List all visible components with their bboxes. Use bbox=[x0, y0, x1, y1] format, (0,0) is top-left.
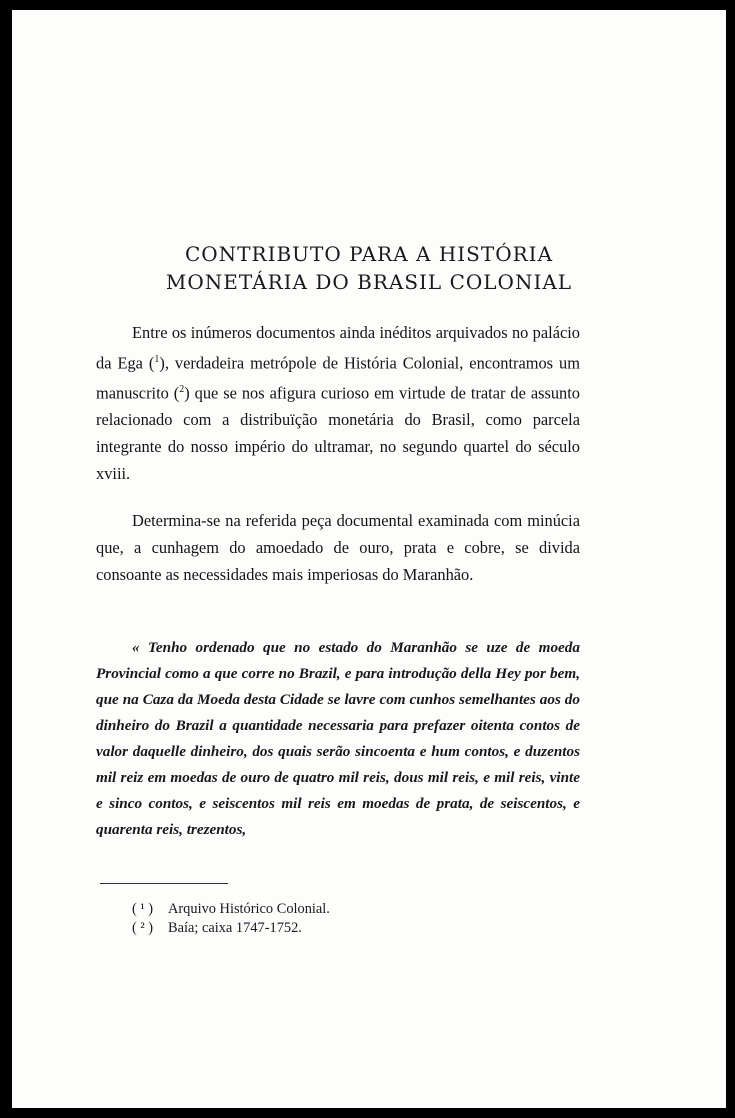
footnote-ref-2: 2 bbox=[179, 384, 185, 396]
title-line-1: CONTRIBUTO PARA A HISTÓRIA bbox=[184, 242, 554, 266]
paragraph-1 bbox=[96, 320, 580, 488]
footnote-2 bbox=[132, 919, 330, 938]
title-line-2: MONETÁRIA DO BRASIL COLONIAL bbox=[165, 270, 573, 294]
document-page bbox=[12, 10, 726, 1108]
paragraph-1-part-3: ) que se nos afigura curioso em virtude de tratar de assunto relacionado com a distribuïção monetária do Brasil, como parcela integrante do nosso império do ultramar, no segundo quartel do século xviii. bbox=[96, 383, 580, 483]
paragraph-2: Determina-se na referida peça documental examinada com minúcia que, a cunhagem do amoedado de ouro, prata e cobre, se divida consoante as necessidades mais imperiosas do Maranhão. bbox=[96, 511, 580, 584]
quoted-passage: « Tenho ordenado que no estado do Maranhão se uze de moeda Provincial como a que corre no Brazil, e para introdução della Hey por bem, que na Caza da Moeda desta Cidade se lavre com cunhos semelhantes aos do dinheiro do Brazil a quantidade necessaria para prefazer oitenta contos de valor daquelle dinheiro, dos quais serão sincoenta e hum contos, e duzentos mil reiz em moedas de ouro de quatro mil reis, dous mil reis, e mil reis, vinte e sinco contos, e seiscentos mil reis em moedas de prata, de seiscentos, e quarenta reis, trezentos, bbox=[96, 639, 580, 838]
footnote-2-text: Baía; caixa 1747-1752. bbox=[168, 920, 302, 936]
footnote-divider bbox=[100, 883, 228, 884]
page-title bbox=[12, 240, 726, 296]
paragraph-1-part-2: ), verdadeira metrópole de História Colonial, encontramos um manuscrito ( bbox=[96, 353, 580, 403]
paragraph-1-part-1: Entre os inúmeros documentos ainda inéditos arquivados no palácio da Ega ( bbox=[96, 323, 580, 373]
footnote-1-mark: ( ¹ ) bbox=[132, 901, 154, 917]
footnote-1 bbox=[132, 900, 330, 919]
footnote-1-text: Arquivo Histórico Colonial. bbox=[168, 901, 330, 917]
footnote-ref-1: 1 bbox=[154, 353, 160, 365]
footnotes bbox=[132, 900, 330, 938]
footnote-2-mark: ( ² ) bbox=[132, 920, 154, 936]
